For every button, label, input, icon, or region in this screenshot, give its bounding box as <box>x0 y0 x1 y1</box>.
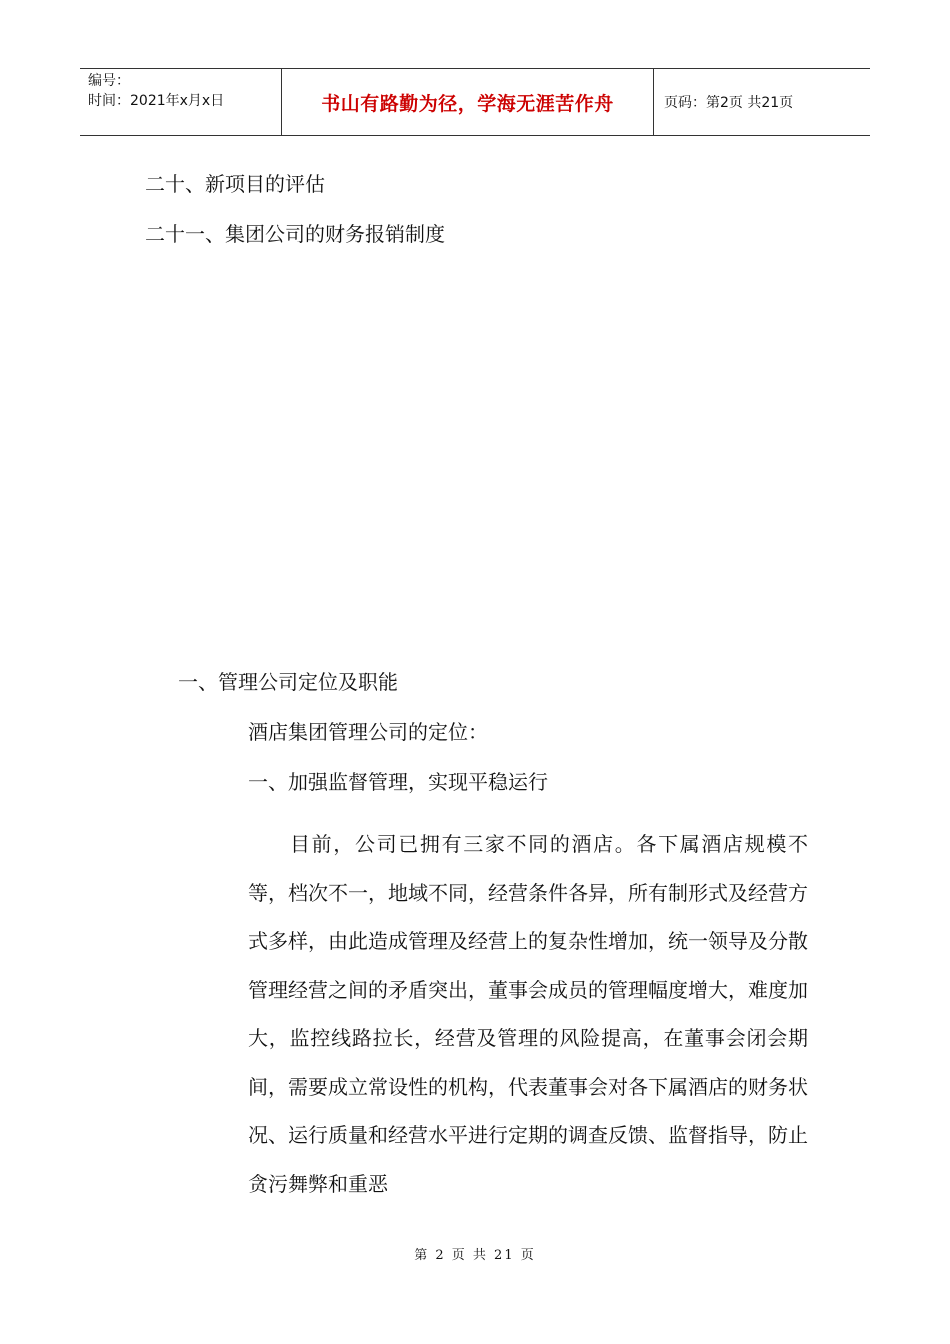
page-footer: 第 2 页 共 21 页 <box>414 1248 536 1263</box>
section-point: 一、加强监督管理，实现平稳运行 <box>248 770 548 794</box>
toc-item-21: 二十一、集团公司的财务报销制度 <box>145 222 445 246</box>
body-paragraph: 目前，公司已拥有三家不同的酒店。各下属酒店规模不等，档次不一，地域不同，经营条件各异，所有制形式及经营方式多样，由此造成管理及经营上的复杂性增加，统一领导及分散管理经营之间的矛盾突出，董事会成员的管理幅度增大，难度加大，监控线路拉长，经营及管理的风险提高，在董事会闭会期间，需要成立常设性的机构，代表董事会对各下属酒店的财务状况、运行质量和经营水平进行定期的调查反馈、监督指导，防止贪污舞弊和重恶 <box>248 832 808 1196</box>
header-motto: 书山有路勤为径，学海无涯苦作舟 <box>282 69 654 135</box>
section-subheading: 酒店集团管理公司的定位： <box>248 720 488 744</box>
page-header <box>80 68 870 136</box>
time-label: 时间：2021年x月x日 <box>88 93 225 109</box>
toc-item-20: 二十、新项目的评估 <box>145 172 325 196</box>
number-label: 编号： <box>88 73 130 89</box>
section-heading: 一、管理公司定位及职能 <box>178 670 398 694</box>
header-page-info: 页码：第2页 共21页 <box>664 95 794 111</box>
header-meta <box>80 69 282 135</box>
